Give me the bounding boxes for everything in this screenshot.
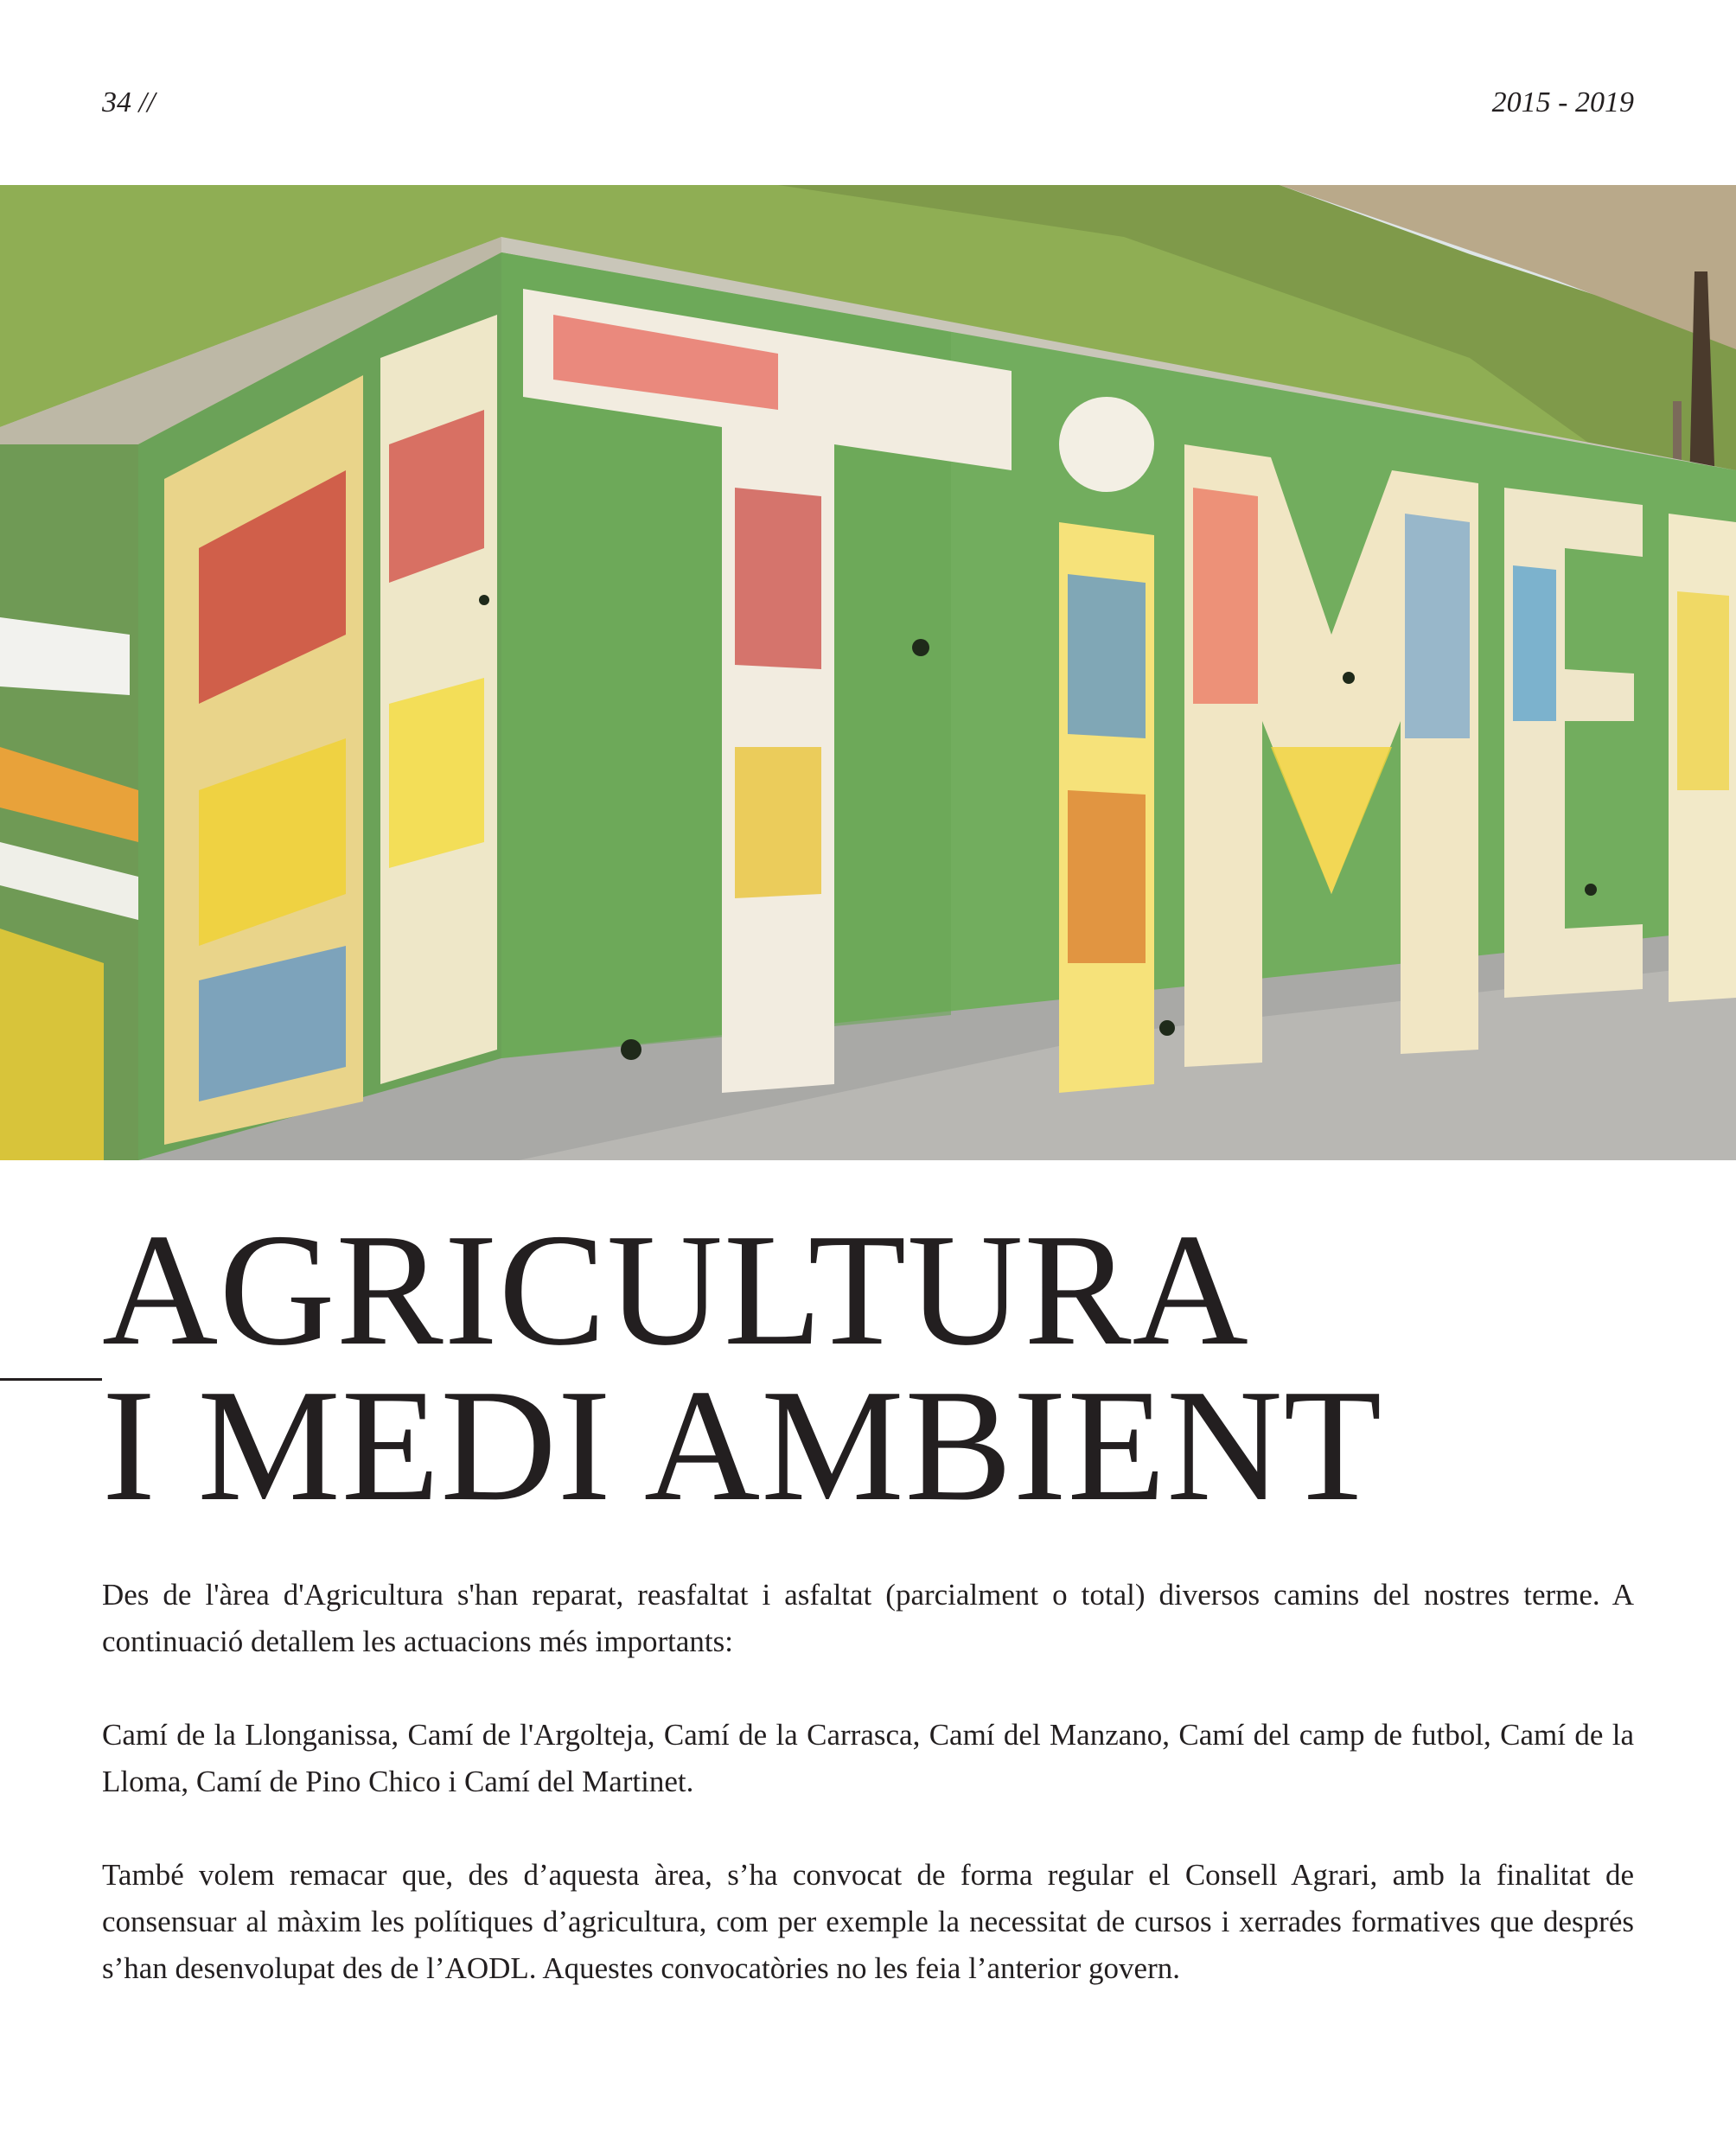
mural-wall-icon xyxy=(0,185,1736,1160)
paragraph-roads-list: Camí de la Llonganissa, Camí de l'Argolteja, Camí de la Carrasca, Camí del Manzano, Camí del camp de futbol, Camí de la Lloma, Camí de Pino Chico i Camí del Martinet. xyxy=(102,1718,1634,1798)
page-title-line-1: AGRICULTURA xyxy=(102,1201,1249,1379)
page-title xyxy=(102,1201,1383,1535)
article-body xyxy=(102,1572,1634,1992)
paragraph-intro: Des de l'àrea d'Agricultura s'han reparat, reasfaltat i asfaltat (parcialment o total) diversos camins del nostres terme. A continuació detallem les actuacions més importants: xyxy=(102,1578,1634,1658)
page-title-line-2: I MEDI AMBIENT xyxy=(102,1357,1383,1535)
mural-photo xyxy=(0,185,1736,1160)
title-rule xyxy=(0,1378,102,1381)
paragraph-consell-agrari: També volem remacar que, des d’aquesta àrea, s’ha convocat de forma regular el Consell Agrari, amb la finalitat de consensuar al màxim les polítiques d’agricultura, com per exemple la necessitat de cursos i xerrades formatives que després s’han desenvolupat des de l’AODL. Aquestes convocatòries no les feia l’anterior govern. xyxy=(102,1858,1634,1985)
publication-period: 2015 - 2019 xyxy=(1491,86,1634,118)
page-number: 34 // xyxy=(102,86,156,118)
